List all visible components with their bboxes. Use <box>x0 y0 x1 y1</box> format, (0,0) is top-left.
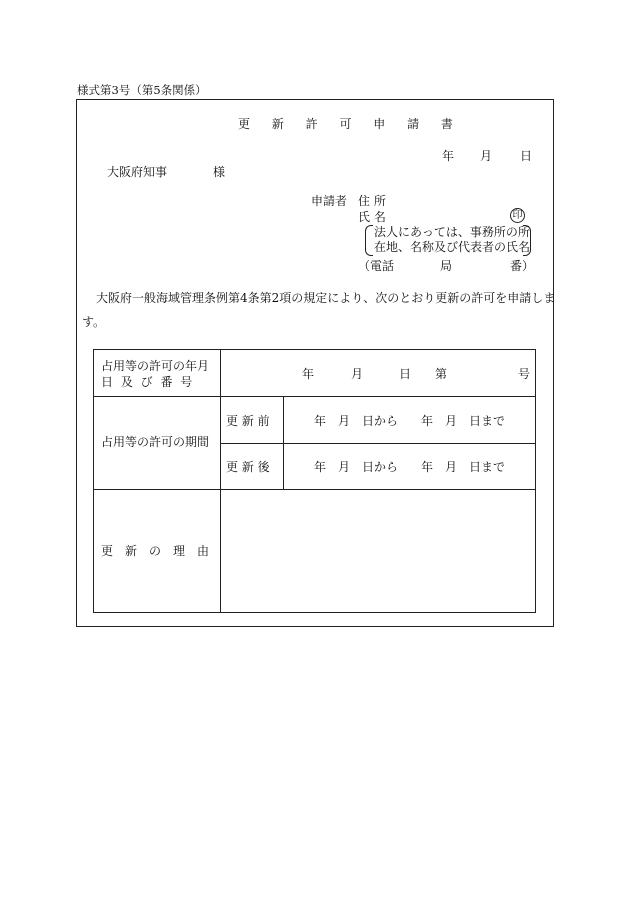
body-text-line2: す。 <box>82 315 106 329</box>
after-period-from[interactable]: 年 月 日から <box>314 460 399 474</box>
application-table <box>93 349 536 613</box>
addressee: 大阪府知事 <box>107 165 168 179</box>
name-label: 氏 名 <box>358 210 386 224</box>
permit-month[interactable]: 月 <box>351 367 364 381</box>
date-line <box>442 150 532 162</box>
corp-note-line1: 法人にあっては、事務所の所 <box>374 225 530 239</box>
phone-open: （電話 <box>358 259 395 273</box>
date-year[interactable]: 年 <box>442 149 455 163</box>
before-period-from[interactable]: 年 月 日から <box>314 414 399 428</box>
permit-dai[interactable]: 第 <box>435 367 448 381</box>
permit-year[interactable]: 年 <box>302 367 315 381</box>
form-number-label: 様式第3号（第5条関係） <box>77 83 207 97</box>
honorific: 様 <box>213 165 226 179</box>
phone-kyoku: 局 <box>440 259 453 273</box>
applicant-label: 申請者 <box>311 194 348 208</box>
date-day[interactable]: 日 <box>520 149 533 163</box>
permit-date-number-header-2: 日 及 び 番 号 <box>101 375 195 389</box>
phone-ban: 番） <box>510 259 535 273</box>
phone-line <box>358 260 534 272</box>
after-period-to[interactable]: 年 月 日まで <box>421 460 506 474</box>
date-month[interactable]: 月 <box>480 149 493 163</box>
after-renewal-label: 更 新 後 <box>226 460 270 474</box>
renewal-reason-field[interactable] <box>227 499 527 599</box>
body-text-line1: 大阪府一般海域管理条例第4条第2項の規定により、次のとおり更新の許可を申請しま <box>96 291 556 305</box>
before-renewal-label: 更 新 前 <box>226 414 270 428</box>
renewal-reason-header: 更 新 の 理 由 <box>101 544 210 558</box>
permit-day[interactable]: 日 <box>399 367 412 381</box>
permit-period-header: 占用等の許可の期間 <box>101 435 210 449</box>
before-period-to[interactable]: 年 月 日まで <box>421 414 506 428</box>
permit-gou[interactable]: 号 <box>518 367 531 381</box>
address-label: 住 所 <box>358 194 386 208</box>
corp-note-line2: 在地、名称及び代表者の氏名 <box>374 240 531 254</box>
permit-date-number-header-1: 占用等の許可の年月 <box>101 359 210 373</box>
document-title: 更 新 許 可 申 請 書 <box>238 117 462 131</box>
seal-icon: 印 <box>510 208 525 223</box>
